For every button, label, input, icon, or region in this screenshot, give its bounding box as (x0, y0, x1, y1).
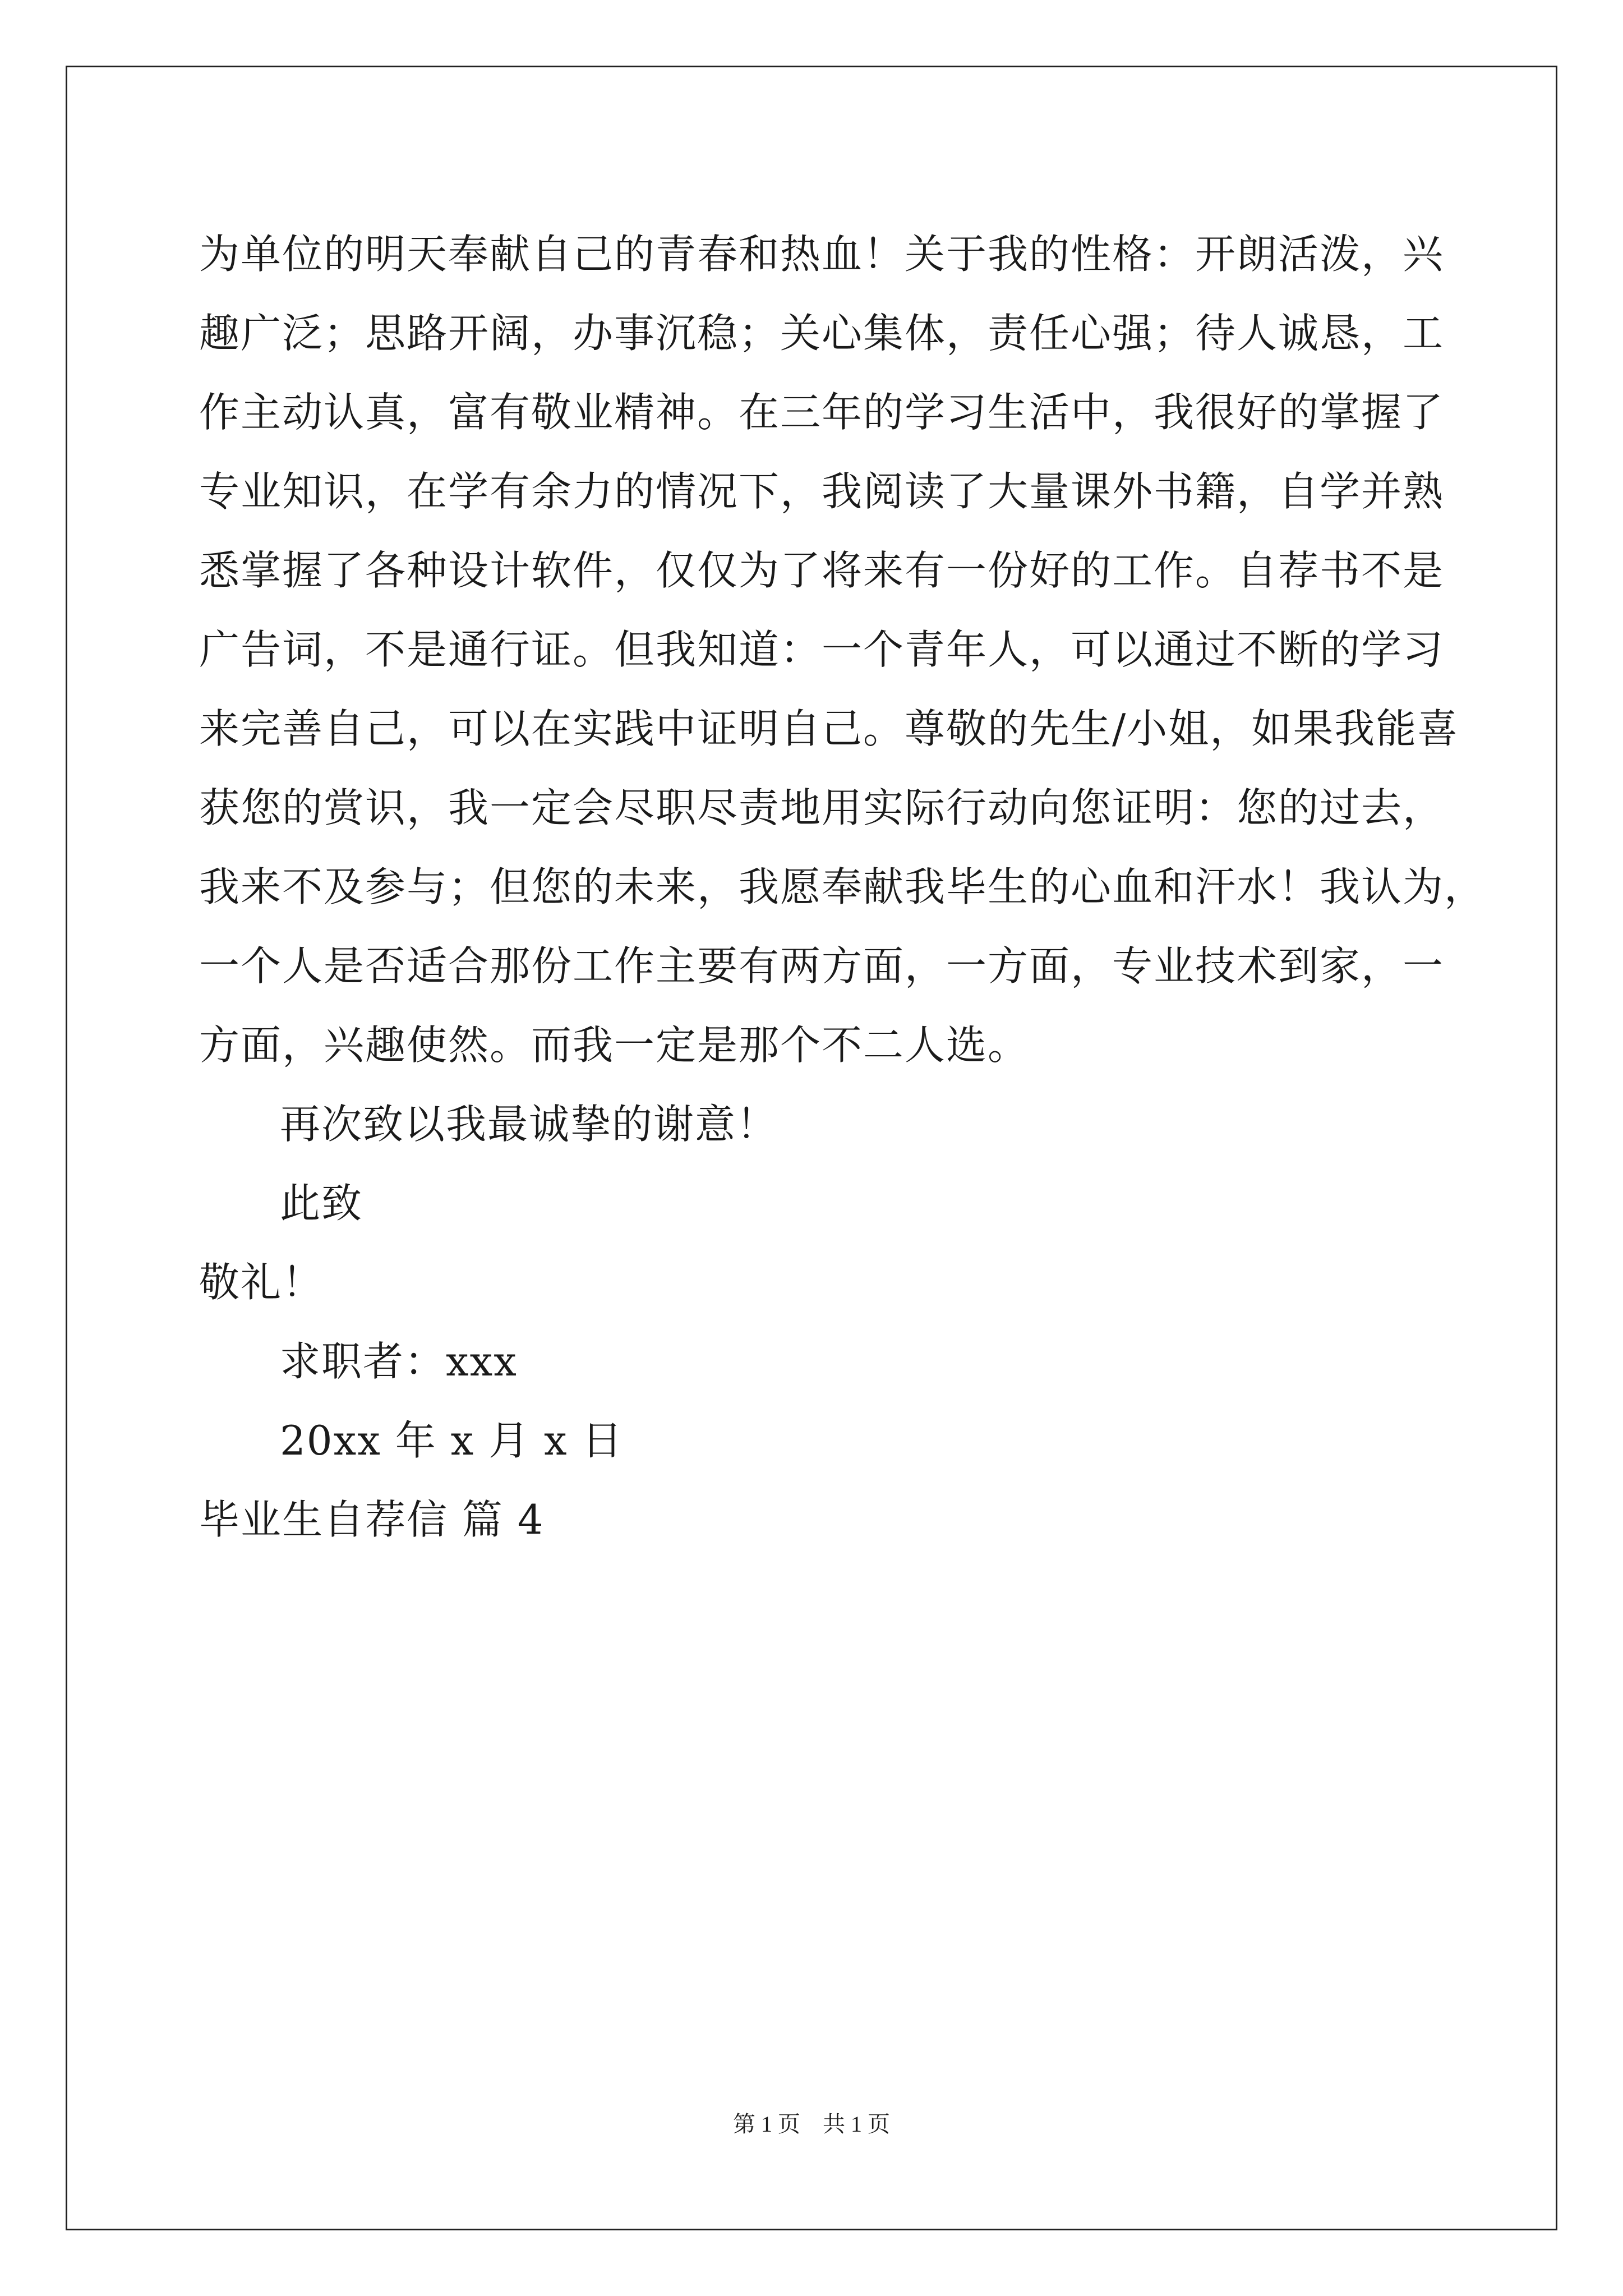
signature-line: 求职者：xxx (280, 1338, 518, 1385)
body-line: 一个人是否适合那份工作主要有两方面，一方面，专业技术到家，一 (199, 942, 1445, 990)
body-line: 方面，兴趣使然。而我一定是那个不二人选。 (199, 1022, 1030, 1069)
body-line: 为单位的明天奉献自己的青春和热血！关于我的性格：开朗活泼，兴 (199, 231, 1445, 278)
closing-line: 此致 (280, 1180, 363, 1227)
section-heading: 毕业生自荐信 篇 4 (199, 1496, 545, 1543)
salutation-line: 敬礼！ (199, 1259, 324, 1306)
body-line: 来完善自己，可以在实践中证明自己。尊敬的先生/小姐，如果我能喜 (199, 705, 1459, 752)
body-line: 悉掌握了各种设计软件，仅仅为了将来有一份好的工作。自荐书不是 (199, 547, 1445, 594)
date-line: 20xx 年 x 月 x 日 (280, 1417, 624, 1464)
body-line: 广告词，不是通行证。但我知道：一个青年人，可以通过不断的学习 (199, 626, 1445, 673)
body-line: 我来不及参与；但您的未来，我愿奉献我毕生的心血和汗水！我认为， (199, 863, 1486, 910)
body-line: 趣广泛；思路开阔，办事沉稳；关心集体，责任心强；待人诚恳，工 (199, 310, 1445, 357)
body-line: 获您的赏识，我一定会尽职尽责地用实际行动向您证明：您的过去， (199, 784, 1445, 831)
page-footer: 第 1 页 共 1 页 (733, 2111, 890, 2137)
thanks-line: 再次致以我最诚挚的谢意！ (280, 1101, 778, 1148)
body-line: 作主动认真，富有敬业精神。在三年的学习生活中，我很好的掌握了 (199, 389, 1445, 436)
body-line: 专业知识，在学有余力的情况下，我阅读了大量课外书籍，自学并熟 (199, 468, 1445, 515)
